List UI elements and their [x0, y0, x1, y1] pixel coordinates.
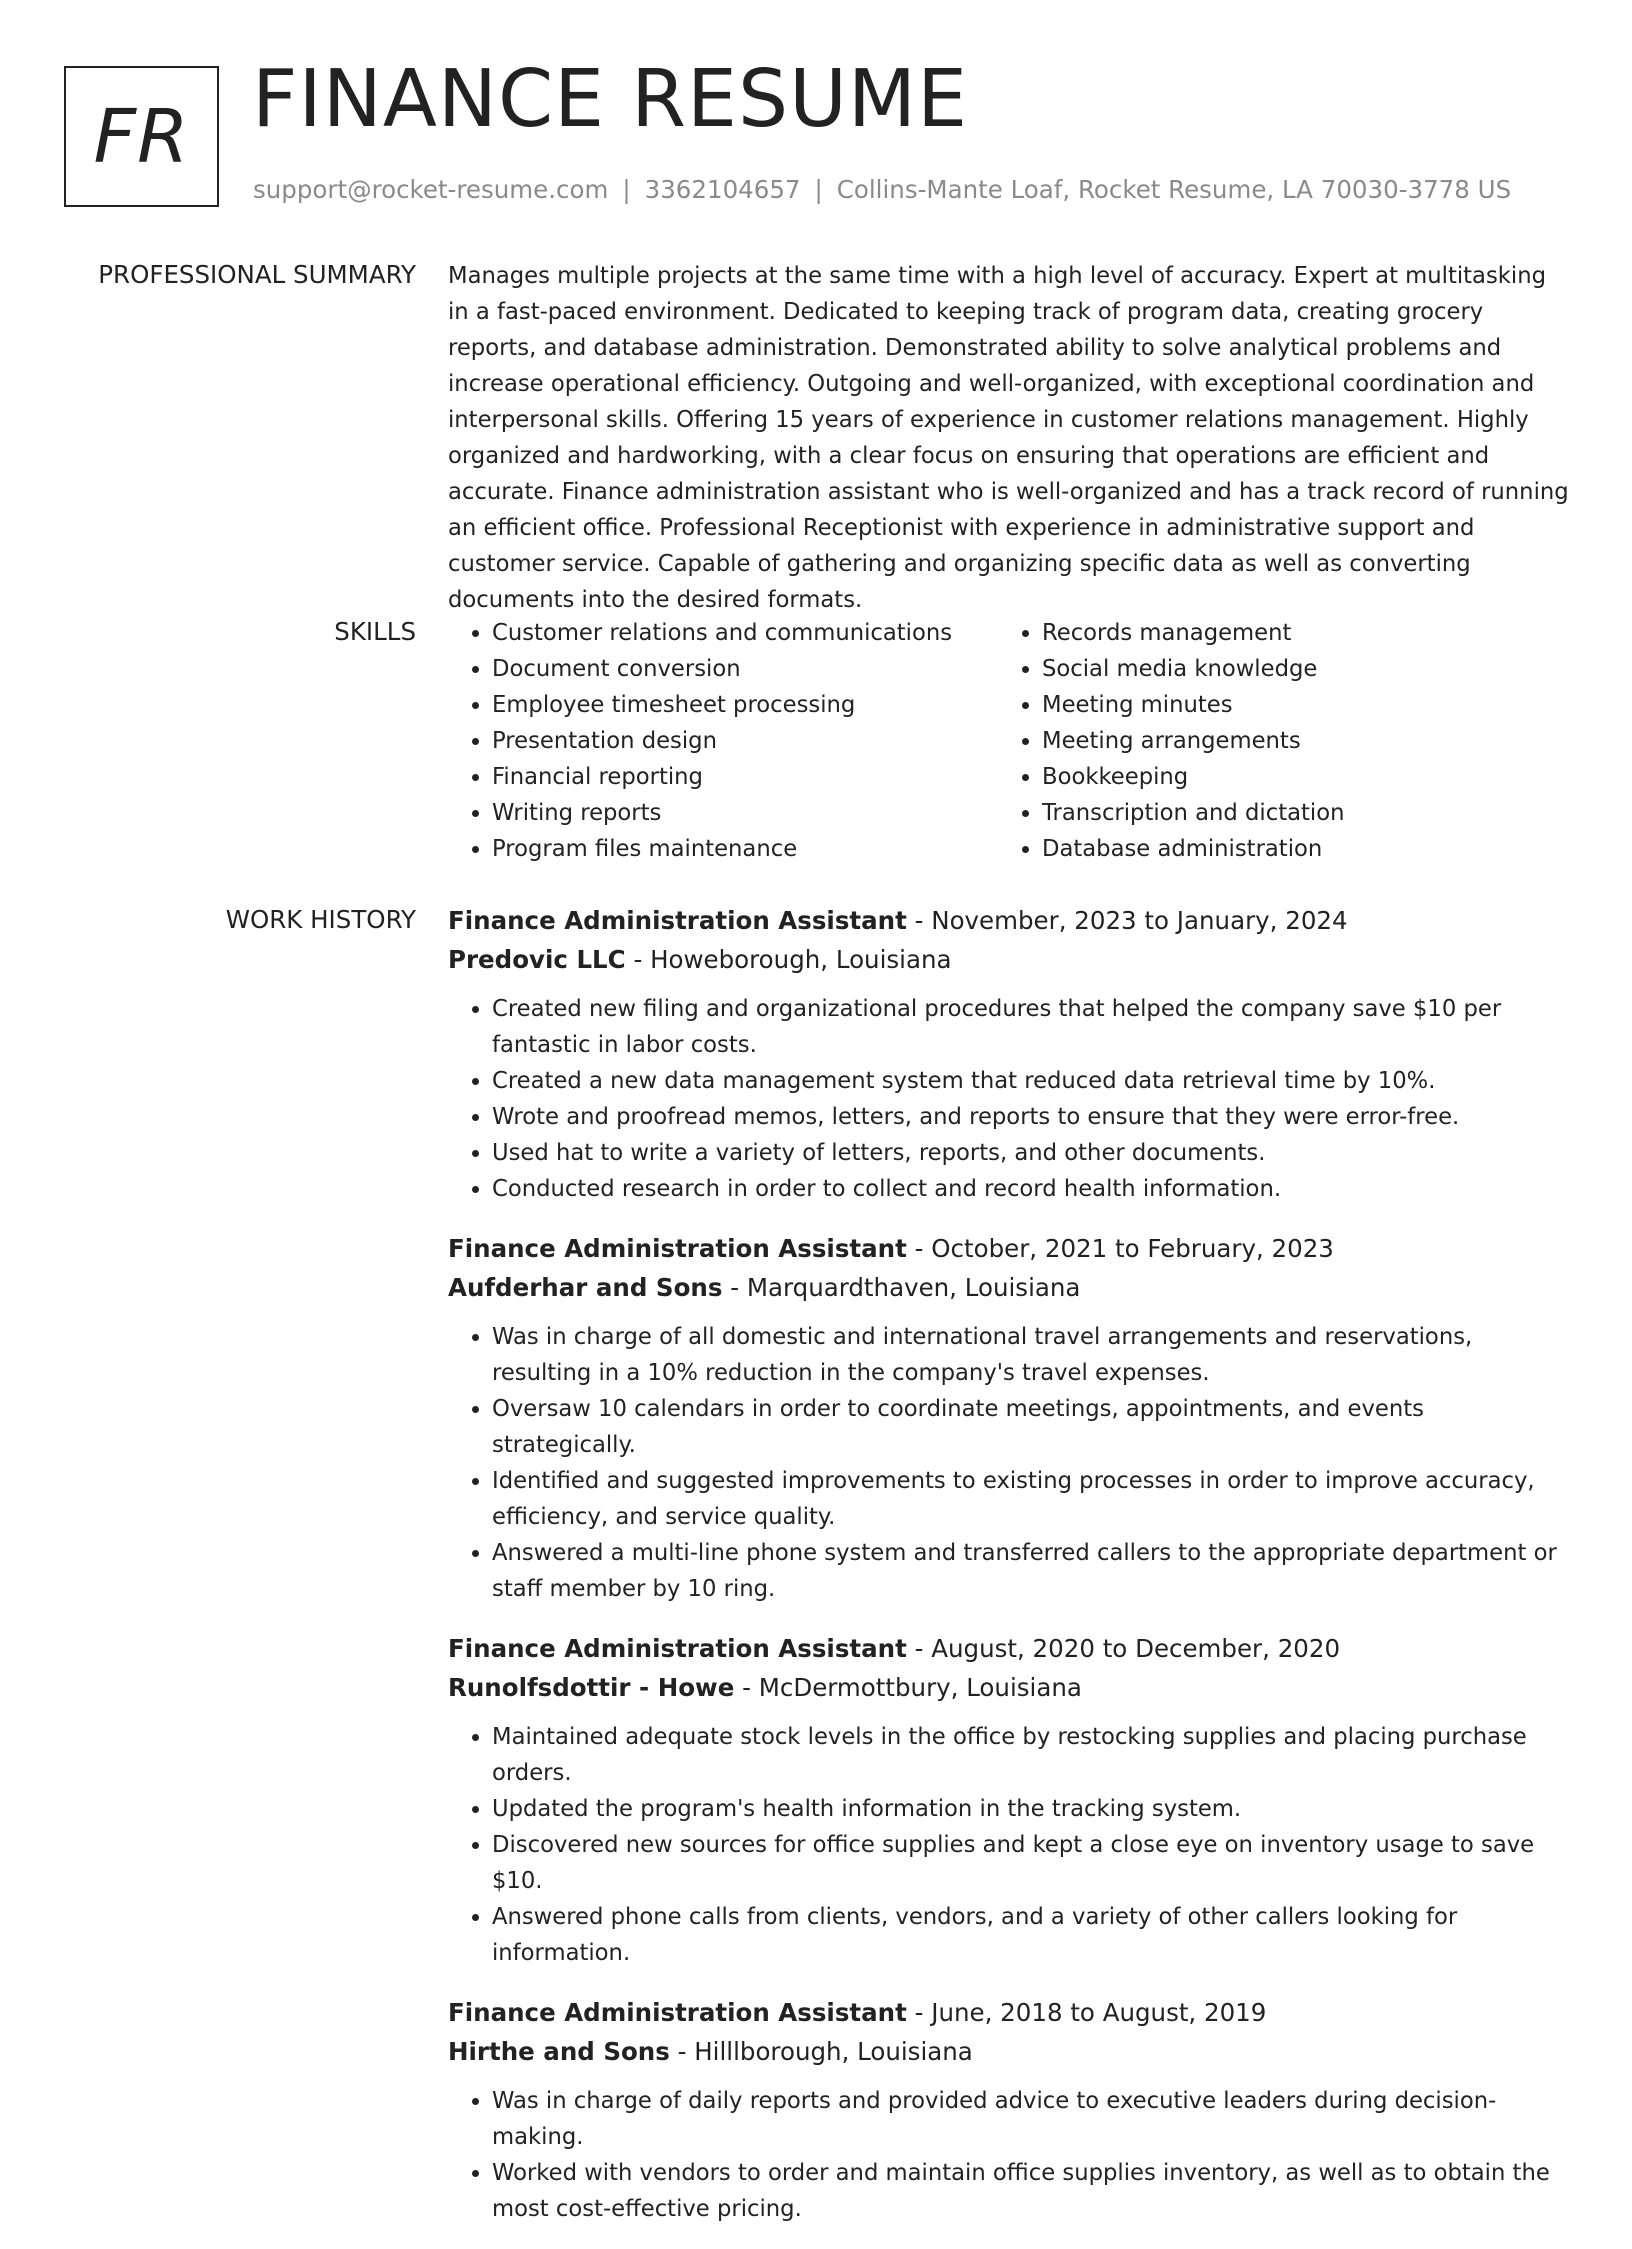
skill-item: • Meeting arrangements — [1042, 723, 1344, 759]
job-title-line — [448, 1229, 1572, 1268]
contact-separator: | — [622, 175, 631, 204]
company-name: Predovic LLC — [448, 945, 626, 974]
job-dates: - August, 2020 to December, 2020 — [906, 1634, 1341, 1663]
job-bullet: • Answered phone calls from clients, vendors, and a variety of other callers looking for information. — [492, 1899, 1572, 1971]
job-entry — [448, 1993, 1572, 2227]
skills-section — [448, 615, 1572, 867]
job-title: Finance Administration Assistant — [448, 906, 907, 935]
job-dates: - October, 2021 to February, 2023 — [906, 1234, 1334, 1263]
skill-item: • Program files maintenance — [492, 831, 998, 867]
skill-item: • Employee timesheet processing — [492, 687, 998, 723]
job-bullets — [448, 2083, 1572, 2227]
company-name: Aufderhar and Sons — [448, 1273, 723, 1302]
work-history-section — [448, 901, 1572, 2249]
company-location: - Marquardthaven, Louisiana — [722, 1273, 1081, 1302]
skill-item: • Customer relations and communications — [492, 615, 998, 651]
company-location: - Hilllborough, Louisiana — [669, 2037, 973, 2066]
job-title-line — [448, 1993, 1572, 2032]
address: Collins-Mante Loaf, Rocket Resume, LA 70030-3778 US — [836, 175, 1512, 204]
company-name: Runolfsdottir - Howe — [448, 1673, 735, 1702]
job-title-line — [448, 901, 1572, 940]
job-title: Finance Administration Assistant — [448, 1634, 907, 1663]
monogram: FR — [64, 66, 219, 207]
job-bullet: • Discovered new sources for office supplies and kept a close eye on inventory usage to save $10. — [492, 1827, 1572, 1899]
company-name: Hirthe and Sons — [448, 2037, 670, 2066]
email: support@rocket-resume.com — [253, 175, 609, 204]
job-bullet: • Maintained adequate stock levels in the office by restocking supplies and placing purchase orders. — [492, 1719, 1572, 1791]
company-line — [448, 2032, 1572, 2071]
summary-section — [448, 258, 1572, 618]
job-dates: - June, 2018 to August, 2019 — [906, 1998, 1267, 2027]
job-bullet: • Worked with vendors to order and maintain office supplies inventory, as well as to obtain the most cost-effective pricing. — [492, 2155, 1572, 2227]
section-label-summary: PROFESSIONAL SUMMARY — [98, 260, 416, 289]
job-bullet: • Oversaw 10 calendars in order to coordinate meetings, appointments, and events strategically. — [492, 1391, 1572, 1463]
skills-list-left — [448, 615, 998, 867]
job-dates: - November, 2023 to January, 2024 — [906, 906, 1348, 935]
skills-list-right — [998, 615, 1344, 867]
company-line — [448, 1268, 1572, 1307]
skill-item: • Records management — [1042, 615, 1344, 651]
job-bullets — [448, 1319, 1572, 1607]
resume-title: FINANCE RESUME — [252, 53, 969, 145]
skill-item: • Presentation design — [492, 723, 998, 759]
skill-item: • Financial reporting — [492, 759, 998, 795]
contact-separator: | — [814, 175, 823, 204]
job-title-line — [448, 1629, 1572, 1668]
section-label-skills: SKILLS — [334, 617, 416, 646]
summary-text: Manages multiple projects at the same time with a high level of accuracy. Expert at multitasking in a fast-paced environment. Dedicated to keeping track of program data, creating grocery reports, and database administration. Demonstrated ability to solve analytical problems and increase operational efficiency. Outgoing and well-organized, with exceptional coordination and interpersonal skills. Offering 15 years of experience in customer relations management. Highly organized and hardworking, with a clear focus on ensuring that operations are efficient and accurate. Finance administration assistant who is well-organized and has a track record of running an efficient office. Professional Receptionist with experience in administrative support and customer service. Capable of gathering and organizing specific data as well as converting documents into the desired formats. — [448, 263, 1569, 613]
company-location: - McDermottbury, Louisiana — [734, 1673, 1082, 1702]
job-bullet: • Created new filing and organizational procedures that helped the company save $10 per fantastic in labor costs. — [492, 991, 1572, 1063]
job-bullet: • Used hat to write a variety of letters, reports, and other documents. — [492, 1135, 1572, 1171]
job-bullet: • Identified and suggested improvements to existing processes in order to improve accuracy, efficiency, and service quality. — [492, 1463, 1572, 1535]
section-label-work-history: WORK HISTORY — [225, 905, 416, 934]
job-entry — [448, 1229, 1572, 1607]
company-line — [448, 1668, 1572, 1707]
skill-item: • Social media knowledge — [1042, 651, 1344, 687]
skill-item: • Bookkeeping — [1042, 759, 1344, 795]
job-bullet: • Conducted research in order to collect and record health information. — [492, 1171, 1572, 1207]
job-bullets — [448, 991, 1572, 1207]
job-bullet: • Updated the program's health information in the tracking system. — [492, 1791, 1572, 1827]
job-bullet: • Answered a multi-line phone system and transferred callers to the appropriate department or staff member by 10 ring. — [492, 1535, 1572, 1607]
skill-item: • Meeting minutes — [1042, 687, 1344, 723]
job-bullet: • Created a new data management system that reduced data retrieval time by 10%. — [492, 1063, 1572, 1099]
job-entry — [448, 1629, 1572, 1971]
job-bullet: • Was in charge of all domestic and international travel arrangements and reservations, resulting in a 10% reduction in the company's travel expenses. — [492, 1319, 1572, 1391]
job-bullet: • Was in charge of daily reports and provided advice to executive leaders during decision-making. — [492, 2083, 1572, 2155]
job-bullets — [448, 1719, 1572, 1971]
job-entry — [448, 901, 1572, 1207]
job-bullet: • Wrote and proofread memos, letters, and reports to ensure that they were error-free. — [492, 1099, 1572, 1135]
job-title: Finance Administration Assistant — [448, 1998, 907, 2027]
phone: 3362104657 — [644, 175, 801, 204]
skill-item: • Writing reports — [492, 795, 998, 831]
company-line — [448, 940, 1572, 979]
skill-item: • Document conversion — [492, 651, 998, 687]
job-title: Finance Administration Assistant — [448, 1234, 907, 1263]
skill-item: • Transcription and dictation — [1042, 795, 1344, 831]
company-location: - Howeborough, Louisiana — [625, 945, 952, 974]
skill-item: • Database administration — [1042, 831, 1344, 867]
contact-line — [253, 175, 1511, 204]
